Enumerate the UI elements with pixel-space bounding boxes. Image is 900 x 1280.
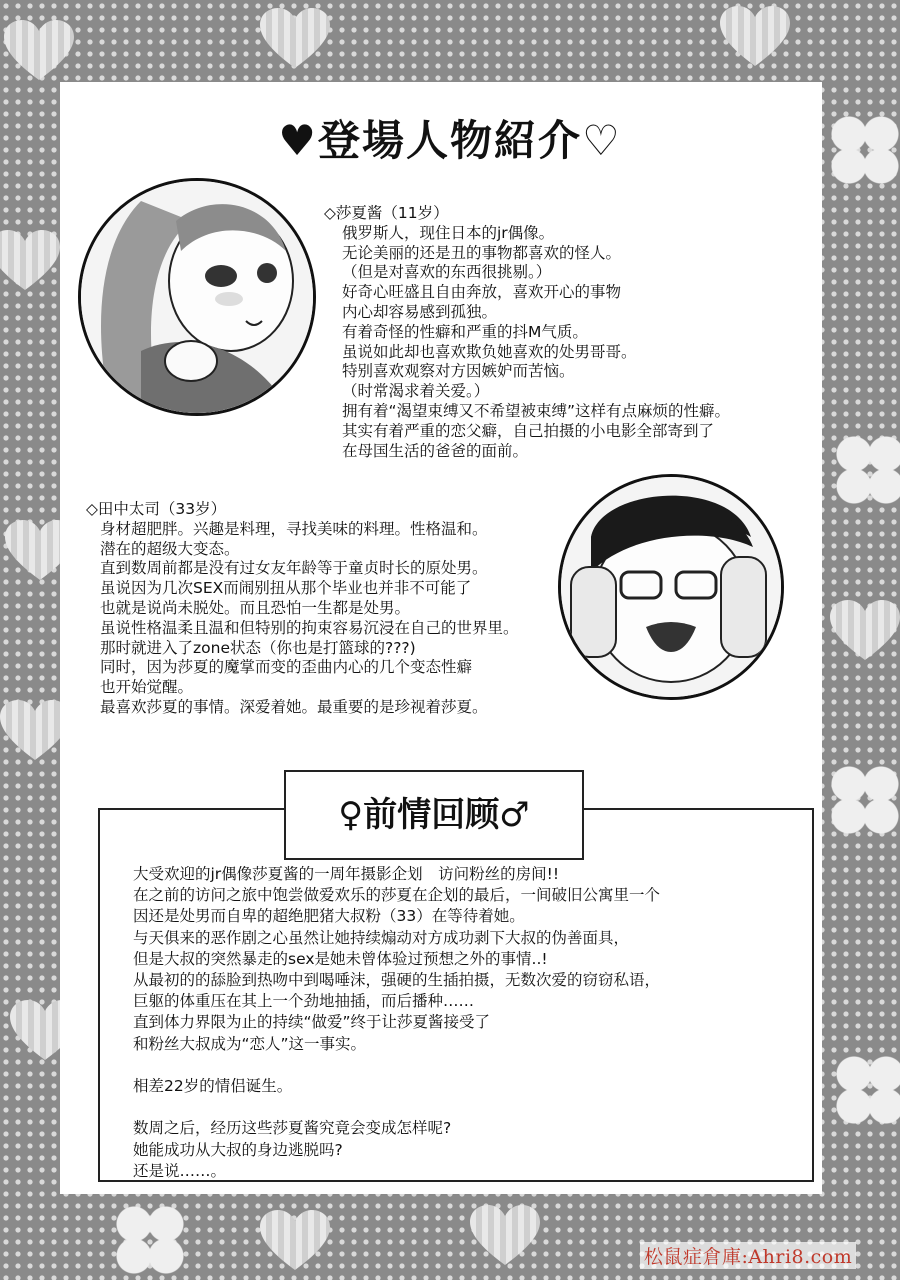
- sasha-portrait: [78, 178, 316, 416]
- recap-line: 但是大叔的突然暴走的sex是她未曾体验过预想之外的事情..!: [133, 949, 548, 968]
- profile-line: 最喜欢莎夏的事情。深爱着她。最重要的是珍视着莎夏。: [100, 697, 488, 716]
- recap-line: 数周之后，经历这些莎夏酱究竟会变成怎样呢?: [133, 1119, 452, 1138]
- recap-line: 还是说……。: [133, 1161, 227, 1180]
- profile-line: （时常渴求着关爱。）: [342, 382, 490, 401]
- profile-line: 同时，因为莎夏的魔掌而变的歪曲内心的几个变态性癖: [100, 658, 473, 677]
- recap-line: [133, 1055, 660, 1076]
- heart-decoration: [720, 6, 790, 68]
- recap-line: 与天俱来的恶作剧之心虽然让她持续煽动对方成功剥下大叔的伪善面具，: [133, 928, 630, 947]
- tanaka-illustration: [561, 477, 781, 697]
- profile-line: 无论美丽的还是丑的事物都喜欢的怪人。: [342, 243, 622, 262]
- recap-line: 从最初的的舔脸到热吻中到喝唾沫，强硬的生插拍摄，无数次爱的窃窃私语，: [133, 971, 661, 990]
- profile-line: 好奇心旺盛且自由奔放，喜欢开心的事物: [342, 283, 622, 302]
- clover-decoration: [110, 1200, 190, 1280]
- profile-line: 身材超肥胖。兴趣是料理，寻找美味的料理。性格温和。: [100, 519, 488, 538]
- profile-line: 拥有着“渴望束缚又不希望被束缚”这样有点麻烦的性癖。: [342, 401, 731, 420]
- profile-line: 潜在的超级大变态。: [100, 539, 240, 558]
- profile-line: 虽说性格温柔且温和但特别的拘束容易沉浸在自己的世界里。: [100, 618, 519, 637]
- profile-line: 有着奇怪的性癖和严重的抖M气质。: [342, 322, 588, 341]
- tanaka-portrait: [558, 474, 784, 700]
- profile-line: 其实有着严重的恋父癖，自己拍摄的小电影全部寄到了: [342, 421, 715, 440]
- tanaka-profile: [86, 500, 519, 718]
- profile-line: （但是对喜欢的东西很挑剔。）: [342, 263, 552, 282]
- recap-line: 她能成功从大叔的身边逃脱吗?: [133, 1140, 343, 1159]
- heart-decoration: [260, 8, 330, 70]
- profile-line: 俄罗斯人，现住日本的jr偶像。: [342, 223, 555, 242]
- watermark: 松鼠症倉庫:Ahri8.com: [640, 1242, 856, 1269]
- profile-name: ◇莎夏酱（11岁）: [324, 204, 449, 222]
- profile-line: 虽说如此却也喜欢欺负她喜欢的处男哥哥。: [342, 342, 637, 361]
- recap-text: [133, 864, 660, 1182]
- profile-line: 特别喜欢观察对方因嫉妒而苦恼。: [342, 362, 575, 381]
- profile-line: 直到数周前都是没有过女友年龄等于童贞时长的原处男。: [100, 559, 488, 578]
- heart-decoration: [0, 230, 60, 292]
- recap-line: 相差22岁的情侣诞生。: [133, 1077, 293, 1096]
- profile-line: 在母国生活的爸爸的面前。: [342, 441, 529, 460]
- recap-line: 因还是处男而自卑的超绝肥猪大叔粉（33）在等待着她。: [133, 907, 525, 926]
- profile-line: 也就是说尚未脱处。而且恐怕一生都是处男。: [100, 598, 411, 617]
- recap-line: 直到体力界限为止的持续“做爱”终于让莎夏酱接受了: [133, 1013, 491, 1032]
- profile-line: 也开始觉醒。: [100, 678, 194, 697]
- heart-decoration: [830, 600, 900, 662]
- profile-name: ◇田中太司（33岁）: [86, 500, 227, 518]
- heart-decoration: [4, 20, 74, 82]
- sasha-profile: [324, 204, 731, 461]
- clover-decoration: [825, 760, 900, 840]
- recap-line: 巨躯的体重压在其上一个劲地抽插，而后播种……: [133, 992, 475, 1011]
- profile-line: 那时就进入了zone状态（你也是打篮球的???): [100, 638, 416, 657]
- recap-line: 和粉丝大叔成为“恋人”这一事实。: [133, 1034, 367, 1053]
- clover-decoration: [830, 430, 900, 510]
- heart-decoration: [260, 1210, 330, 1272]
- page-title: ♥登場人物紹介♡: [278, 116, 622, 165]
- recap-line: [133, 1097, 660, 1118]
- clover-decoration: [830, 1050, 900, 1130]
- profile-line: 虽说因为几次SEX而闹别扭从那个毕业也并非不可能了: [100, 579, 472, 598]
- recap-line: 大受欢迎的jr偶像莎夏酱的一周年摄影企划 访问粉丝的房间!!: [133, 865, 560, 883]
- heart-decoration: [470, 1205, 540, 1267]
- sasha-illustration: [81, 181, 313, 413]
- profile-line: 内心却容易感到孤独。: [342, 302, 498, 321]
- recap-title: ♀前情回顾♂: [284, 770, 584, 860]
- recap-line: 在之前的访问之旅中饱尝做爱欢乐的莎夏在企划的最后，一间破旧公寓里一个: [133, 886, 661, 905]
